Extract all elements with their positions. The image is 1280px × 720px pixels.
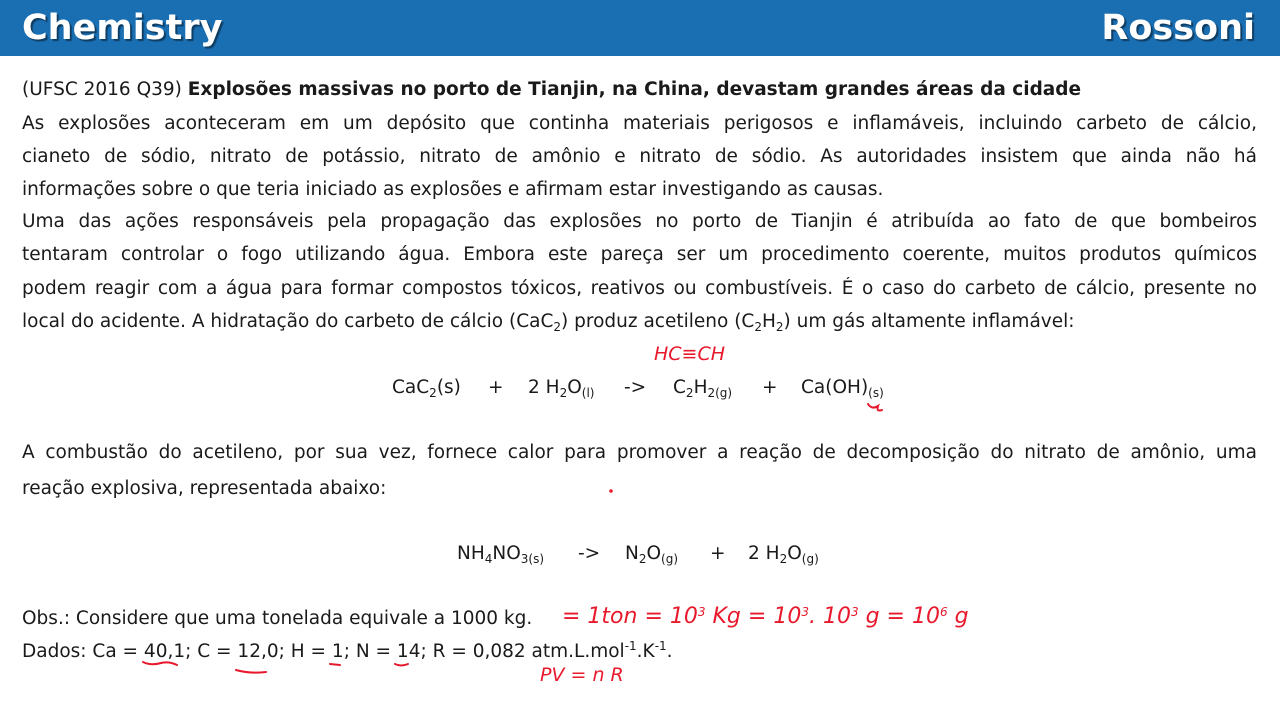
paragraph-line: cianeto de sódio, nitrato de potássio, nitrato de amônio e nitrato de sódio. As autoridades insistem que ainda não há <box>22 146 1257 167</box>
reactant-cac2: CaC$_2$(s) <box>392 377 461 400</box>
reactant-ammonium-nitrate: $NH_4NO_{3(s)}$ <box>457 543 545 566</box>
header-brand: Rossoni <box>1101 8 1255 48</box>
reactant-water: 2 $H_2O_{(l)}$ <box>528 377 595 400</box>
product-water: 2 $H_2O_{(g)}$ <box>748 543 819 566</box>
product-acetylene: $C_2H_{2(g)}$ <box>673 377 733 400</box>
header-title: Chemistry <box>22 8 223 48</box>
underline-n <box>395 664 408 666</box>
value-ca: 40,1 <box>143 641 186 662</box>
paragraph-line: Uma das ações responsáveis pela propagação das explosões no porto de Tianjin é atribuída ao fato de que bombeiros <box>22 211 1257 232</box>
data-constants: Dados: Ca = 40,1; C = 12,0; H = 1; N = 14; R = 0,082 $atm.L.mol^{-1}.K^{-1}$. <box>22 639 673 662</box>
product-calcium-hydroxide: $Ca(OH)_{(s)}$ <box>801 377 884 400</box>
question-source: (UFSC 2016 Q39) <box>22 79 188 100</box>
paragraph-line: informações sobre o que teria iniciado as explosões e afirmam estar investigando as causas. <box>22 179 884 200</box>
reaction-arrow: -> <box>624 377 647 398</box>
question-title: Explosões massivas no porto de Tianjin, na China, devastam grandes áreas da cidade <box>187 79 1082 100</box>
paragraph-line: As explosões aconteceram em um depósito que continha materiais perigosos e inflamáveis, incluindo carbeto de cálcio, <box>22 113 1257 134</box>
product-nitrous-oxide: $N_2O_{(g)}$ <box>625 543 679 566</box>
underline-c <box>236 670 266 673</box>
annotation-ideal-gas: PV = n R <box>540 664 624 686</box>
value-n: 14 <box>396 641 421 662</box>
plus-sign: + <box>762 377 778 398</box>
paragraph-line: reação explosiva, representada abaixo: <box>22 478 387 499</box>
paragraph-line: local do acidente. A hidratação do carbeto de cálcio (CaC$_2$) produz acetileno $(C_2H_2)$ um gás altamente inflamável: <box>22 311 1075 334</box>
annotation-acetylene-formula: HC≡CH <box>654 343 726 365</box>
annotation-ton-conversion: = $1ton = 10^3$ $Kg = 10^3$. $10^3$ $g = 10^6$ g <box>562 604 969 629</box>
value-h: 1 <box>331 641 344 662</box>
underline-h <box>330 664 340 665</box>
reaction-arrow: -> <box>578 543 601 564</box>
value-c: 12,0 <box>237 641 279 662</box>
paragraph-line: A combustão do acetileno, por sua vez, fornece calor para promover a reação de decomposição do nitrato de amônio, uma <box>22 442 1257 463</box>
plus-sign: + <box>710 543 726 564</box>
header-bar <box>0 0 1280 56</box>
observation-text: Obs.: Considere que uma tonelada equivale a 1000 kg. <box>22 608 533 629</box>
mark-calcium-hydroxide <box>868 404 882 411</box>
paragraph-line: tentaram controlar o fogo utilizando água. Embora este pareça ser um procedimento coerente, muitos produtos químicos <box>22 244 1257 265</box>
plus-sign: + <box>488 377 504 398</box>
question-headline <box>22 78 1257 102</box>
paragraph-line: podem reagir com a água para formar compostos tóxicos, reativos ou combustíveis. É o caso do carbeto de cálcio, presente no <box>22 278 1257 299</box>
